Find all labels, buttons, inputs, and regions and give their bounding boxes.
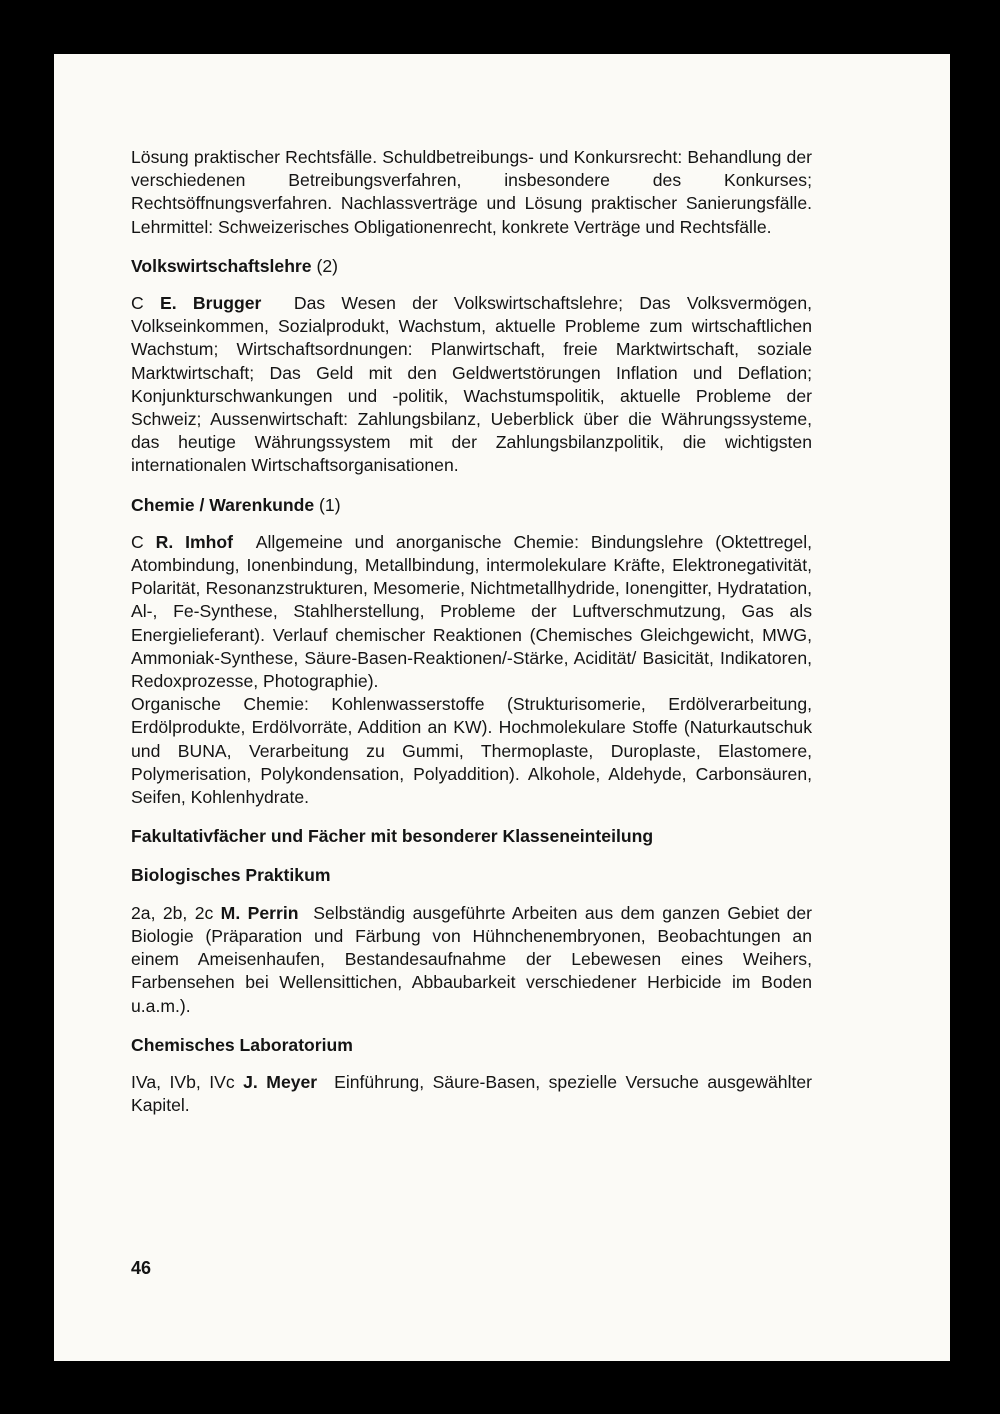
class-code: 2a, 2b, 2c xyxy=(131,902,214,923)
section-heading-biologisches-praktikum: Biologisches Praktikum xyxy=(131,865,331,886)
section-text: Das Wesen der Volkswirtschaftslehre; Das Volksvermögen, Volkseinkommen, Sozialprodukt, Wachstum, aktuelle Probleme zum wirtschaftlichen Wachstum; Wirtschaftsordnungen: Planwirtschaft, freie Marktwirtschaft, soziale Marktwirtschaft; Das Geld mit den Geldwertstörungen Inflation und Deflation; Konjunkturschwankungen und -politik, Wachstumspolitik, aktuelle Probleme der Schweiz; Aussenwirtschaft: Zahlungsbilanz, Ueberblick über die Währungssysteme, das heutige Währungssystem mit der Zahlungsbilanzpolitik, die wichtigsten internationalen Wirtschaftsorganisationen. xyxy=(131,293,813,476)
page-number: 46 xyxy=(131,1258,152,1278)
teacher-name: M. Perrin xyxy=(220,902,299,923)
section-body-biologisches-praktikum xyxy=(131,902,812,1018)
teacher-name: E. Brugger xyxy=(160,293,262,314)
page-content xyxy=(131,146,812,1117)
teacher-name: R. Imhof xyxy=(155,531,233,552)
class-code: C xyxy=(131,531,144,552)
section-count: (1) xyxy=(319,494,341,515)
section-text: Einführung, Säure-Basen, spezielle Versuche ausgewählter Kapitel. xyxy=(131,1071,813,1116)
section-heading-volkswirtschaftslehre xyxy=(131,255,812,278)
class-code: C xyxy=(131,293,144,314)
teacher-name: J. Meyer xyxy=(243,1071,318,1092)
group-heading: Fakultativfächer und Fächer mit besonderer Klasseneinteilung xyxy=(131,826,654,847)
section-heading-chemisches-laboratorium: Chemisches Laboratorium xyxy=(131,1034,353,1055)
class-code: IVa, IVb, IVc xyxy=(131,1071,235,1092)
section-count: (2) xyxy=(316,255,338,276)
section-heading-chemie-warenkunde xyxy=(131,494,812,517)
section-body-organische-chemie: Organische Chemie: Kohlenwasserstoffe (Strukturisomerie, Erdölverarbeitung, Erdölprodukte, Erdölvorräte, Addition an KW). Hochmolekulare Stoffe (Naturkautschuk und BUNA, Verarbeitung zu Gummi, Thermoplaste, Duroplaste, Elastomere, Polymerisation, Polykondensation, Polyaddition). Alkohole, Aldehyde, Carbonsäuren, Seifen, Kohlenhydrate. xyxy=(131,694,812,808)
section-title: Chemie / Warenkunde xyxy=(131,494,315,515)
intro-paragraph: Lösung praktischer Rechtsfälle. Schuldbetreibungs- und Konkursrecht: Behandlung der verschiedenen Betreibungsverfahren, insbesondere des Konkurses; Rechtsöffnungsverfahren. Nachlassverträge und Lösung praktischer Sanierungsfälle. Lehrmittel: Schweizerisches Obligationenrecht, konkrete Verträge und Rechtsfälle. xyxy=(131,147,812,237)
section-title: Volkswirtschaftslehre xyxy=(131,255,312,276)
document-page xyxy=(54,54,950,1361)
section-text: Selbständig ausgeführte Arbeiten aus dem ganzen Gebiet der Biologie (Präparation und Färbung von Hühnchenembryonen, Beobachtungen an einem Ameisenhaufen, Bestandesaufnahme der Lebewesen eines Weihers, Farbensehen bei Wellensittichen, Abbaubarkeit verschiedener Herbicide im Boden u.a.m.). xyxy=(131,902,812,1016)
section-body-chemie-warenkunde xyxy=(131,531,812,693)
section-text: Allgemeine und anorganische Chemie: Bindungslehre (Oktettregel, Atombindung, Ionenbindung, Metallbindung, intermolekulare Kräfte, Elektronegativität, Polarität, Resonanzstrukturen, Mesomerie, Nichtmetallhydride, Ionengitter, Hydratation, Al-, Fe-Synthese, Stahlherstellung, Probleme der Luftverschmutzung, Gas als Energielieferant). Verlauf chemischer Reaktionen (Chemisches Gleichgewicht, MWG, Ammoniak-Synthese, Säure-Basen-Reaktionen/-Stärke, Acidität/ Basicität, Indikatoren, Redoxprozesse, Photographie). xyxy=(131,531,812,692)
section-body-chemisches-laboratorium xyxy=(131,1071,812,1117)
section-body-volkswirtschaftslehre xyxy=(131,292,812,478)
